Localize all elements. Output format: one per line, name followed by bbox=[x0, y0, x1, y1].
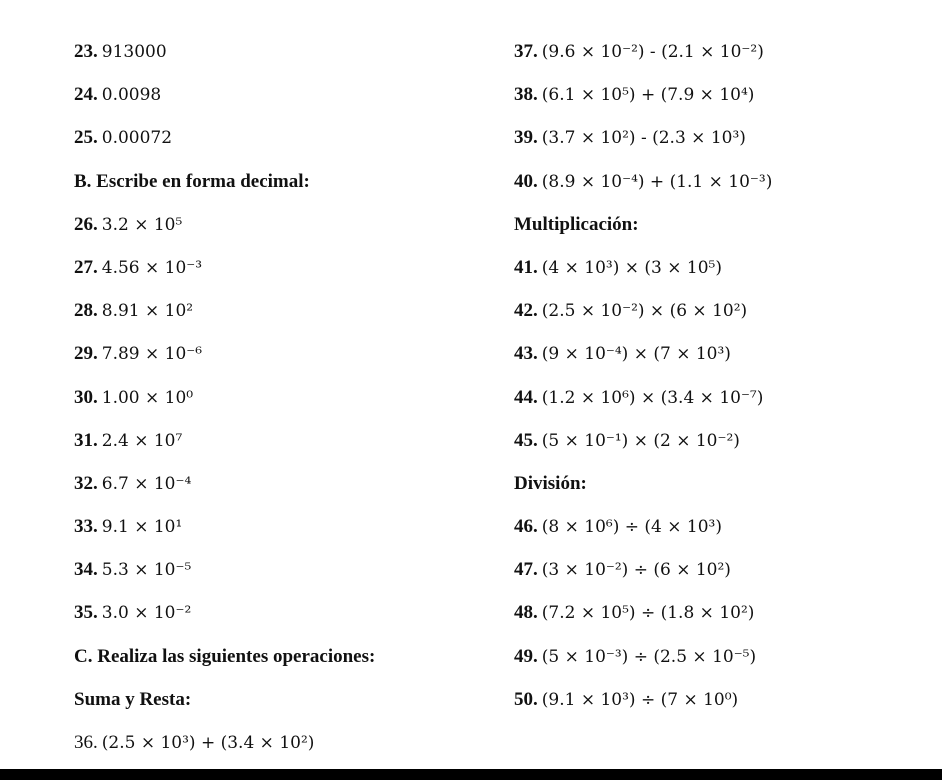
exercise-expression: 4.56 × 10⁻³ bbox=[101, 257, 203, 278]
exercise-expression: (9.1 × 10³) ÷ (7 × 10⁰) bbox=[541, 689, 739, 710]
exercise-number: 50. bbox=[514, 688, 538, 710]
section-heading: Multiplicación: bbox=[514, 213, 639, 235]
exercise-item bbox=[74, 289, 494, 332]
exercise-item bbox=[74, 73, 494, 116]
exercise-number: 44. bbox=[514, 386, 538, 408]
exercise-number: 49. bbox=[514, 645, 538, 667]
exercise-item bbox=[74, 30, 494, 73]
exercise-expression: 0.0098 bbox=[101, 85, 162, 106]
bottom-border bbox=[0, 769, 942, 780]
exercise-item bbox=[74, 462, 494, 505]
right-column bbox=[514, 30, 924, 721]
exercise-expression: (5 × 10⁻³) ÷ (2.5 × 10⁻⁵) bbox=[541, 646, 757, 667]
exercise-expression: (9 × 10⁻⁴) × (7 × 10³) bbox=[541, 344, 731, 365]
exercise-number: 36. bbox=[74, 732, 98, 753]
exercise-number: 38. bbox=[514, 84, 538, 106]
exercise-expression: 0.00072 bbox=[101, 128, 173, 149]
exercise-item bbox=[514, 30, 924, 73]
exercise-expression: (8 × 10⁶) ÷ (4 × 10³) bbox=[541, 517, 722, 538]
exercise-expression: (1.2 × 10⁶) × (3.4 × 10⁻⁷) bbox=[541, 387, 764, 408]
exercise-item bbox=[74, 116, 494, 159]
left-column bbox=[74, 30, 494, 764]
exercise-number: 32. bbox=[74, 472, 98, 494]
exercise-number: 29. bbox=[74, 343, 98, 365]
exercise-item bbox=[514, 332, 924, 375]
exercise-expression: 3.2 × 10⁵ bbox=[101, 214, 183, 235]
exercise-item bbox=[74, 376, 494, 419]
exercise-item bbox=[514, 419, 924, 462]
exercise-number: 45. bbox=[514, 429, 538, 451]
exercise-expression: (3.7 × 10²) - (2.3 × 10³) bbox=[541, 128, 746, 149]
exercise-number: 40. bbox=[514, 170, 538, 192]
exercise-item bbox=[514, 678, 924, 721]
exercise-expression: (6.1 × 10⁵) + (7.9 × 10⁴) bbox=[541, 85, 755, 106]
exercise-item bbox=[514, 116, 924, 159]
exercise-expression: (5 × 10⁻¹) × (2 × 10⁻²) bbox=[541, 430, 740, 451]
exercise-item bbox=[74, 505, 494, 548]
exercise-expression: (2.5 × 10³) + (3.4 × 10²) bbox=[101, 733, 315, 753]
exercise-number: 31. bbox=[74, 429, 98, 451]
exercise-expression: (2.5 × 10⁻²) × (6 × 10²) bbox=[541, 301, 748, 322]
exercise-number: 24. bbox=[74, 84, 98, 106]
exercise-expression: (8.9 × 10⁻⁴) + (1.1 × 10⁻³) bbox=[541, 171, 773, 192]
exercise-item bbox=[514, 635, 924, 678]
exercise-expression: 2.4 × 10⁷ bbox=[101, 430, 183, 451]
exercise-number: 27. bbox=[74, 256, 98, 278]
exercise-expression: (7.2 × 10⁵) ÷ (1.8 × 10²) bbox=[541, 603, 755, 624]
exercise-expression: (9.6 × 10⁻²) - (2.1 × 10⁻²) bbox=[541, 42, 764, 62]
exercise-number: 43. bbox=[514, 343, 538, 365]
exercise-item bbox=[74, 246, 494, 289]
exercise-expression: 8.91 × 10² bbox=[101, 301, 194, 322]
exercise-expression: 913000 bbox=[101, 42, 167, 62]
exercise-expression: 9.1 × 10¹ bbox=[101, 517, 183, 538]
exercise-number: 33. bbox=[74, 516, 98, 538]
exercise-number: 42. bbox=[514, 300, 538, 322]
exercise-expression: 1.00 × 10⁰ bbox=[101, 387, 194, 408]
exercise-item bbox=[514, 376, 924, 419]
exercise-expression: 5.3 × 10⁻⁵ bbox=[101, 560, 192, 581]
exercise-expression: (4 × 10³) × (3 × 10⁵) bbox=[541, 257, 722, 278]
exercise-item bbox=[74, 332, 494, 375]
section-heading: C. Realiza las siguientes operaciones: bbox=[74, 645, 376, 667]
section-heading: Suma y Resta: bbox=[74, 688, 192, 710]
exercise-number: 30. bbox=[74, 386, 98, 408]
exercise-number: 48. bbox=[514, 602, 538, 624]
exercise-item bbox=[514, 591, 924, 634]
exercise-item bbox=[514, 548, 924, 591]
exercise-item bbox=[514, 289, 924, 332]
exercise-number: 37. bbox=[514, 41, 538, 62]
exercise-expression: 6.7 × 10⁻⁴ bbox=[101, 473, 192, 494]
exercise-item bbox=[74, 203, 494, 246]
exercise-item bbox=[514, 505, 924, 548]
exercise-number: 25. bbox=[74, 127, 98, 149]
exercise-item bbox=[74, 591, 494, 634]
exercise-item bbox=[74, 721, 494, 764]
exercise-item bbox=[514, 246, 924, 289]
exercise-number: 28. bbox=[74, 300, 98, 322]
exercise-number: 34. bbox=[74, 559, 98, 581]
section-heading: División: bbox=[514, 472, 587, 494]
exercise-number: 46. bbox=[514, 516, 538, 538]
exercise-number: 26. bbox=[74, 213, 98, 235]
exercise-item bbox=[74, 548, 494, 591]
exercise-number: 47. bbox=[514, 559, 538, 581]
section-heading: B. Escribe en forma decimal: bbox=[74, 170, 310, 192]
exercise-item bbox=[514, 160, 924, 203]
exercise-number: 39. bbox=[514, 127, 538, 149]
exercise-number: 41. bbox=[514, 256, 538, 278]
exercise-number: 35. bbox=[74, 602, 98, 624]
exercise-expression: (3 × 10⁻²) ÷ (6 × 10²) bbox=[541, 560, 731, 581]
exercise-item bbox=[74, 419, 494, 462]
exercise-item bbox=[514, 73, 924, 116]
exercise-expression: 3.0 × 10⁻² bbox=[101, 603, 192, 624]
exercise-number: 23. bbox=[74, 41, 98, 62]
exercise-expression: 7.89 × 10⁻⁶ bbox=[101, 344, 203, 365]
